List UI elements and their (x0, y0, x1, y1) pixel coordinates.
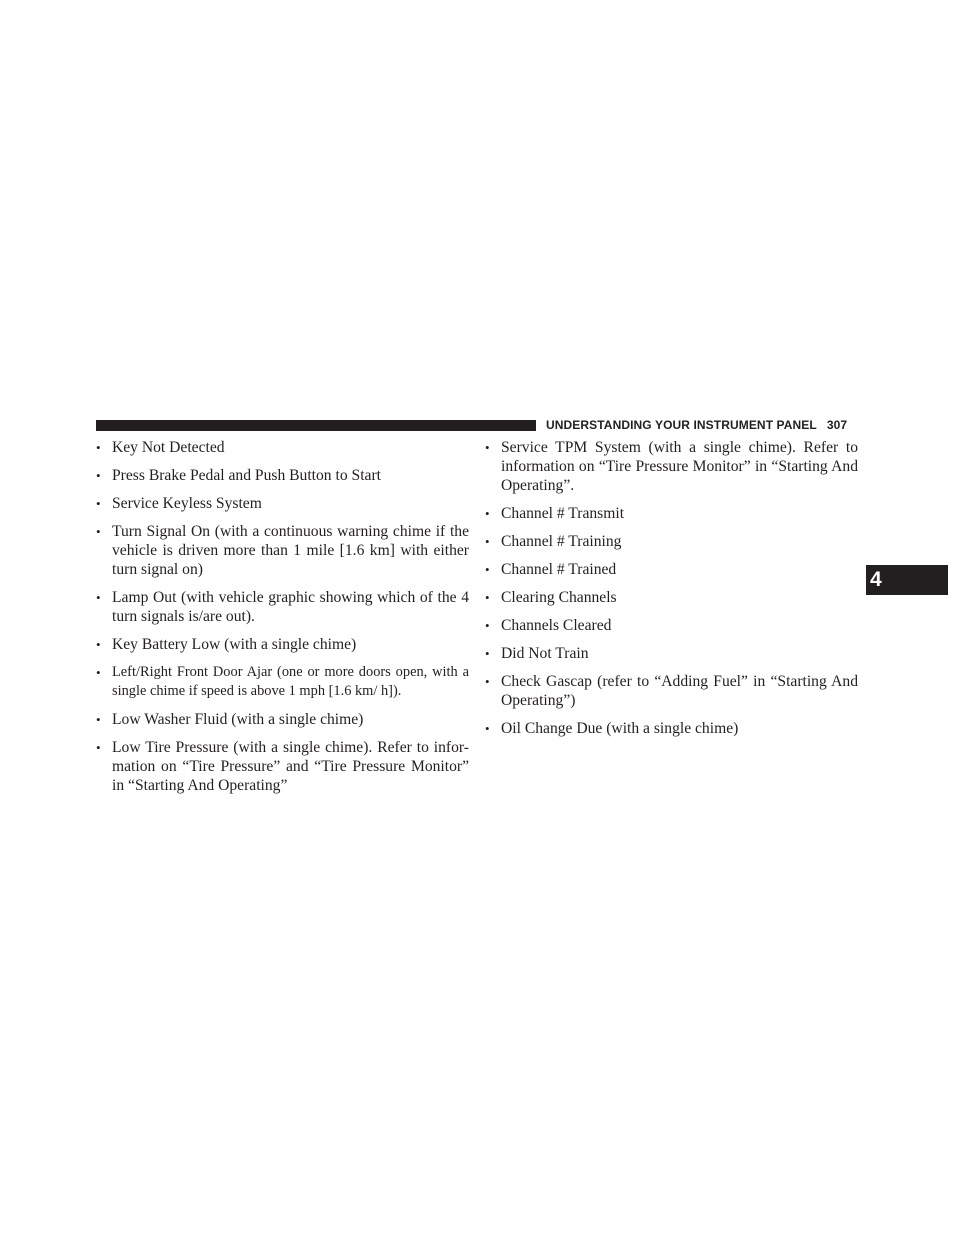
list-item: • Key Battery Low (with a single chime) (96, 636, 357, 653)
bullet-icon: • (96, 440, 101, 455)
left-column-list (96, 438, 469, 804)
list-item: • Lamp Out (with vehicle graphic showing which of the 4 turn signals is/are out). (96, 589, 469, 625)
bullet-icon: • (96, 740, 101, 755)
list-item: • Check Gascap (refer to “Adding Fuel” in “Starting And Operating”) (485, 673, 858, 709)
list-item: • Left/Right Front Door Ajar (one or more doors open, with a single chime if speed is above 1 mph [1.6 km/ h]). (96, 664, 469, 699)
chapter-tab: 4 (866, 565, 948, 595)
bullet-icon: • (485, 440, 490, 455)
list-item: • Key Not Detected (96, 439, 225, 456)
bullet-icon: • (96, 524, 101, 539)
list-item: • Service TPM System (with a single chime). Refer to information on “Tire Pressure Monitor” in “Starting And Operating”. (485, 439, 858, 494)
bullet-icon: • (96, 468, 101, 483)
list-item: • Low Washer Fluid (with a single chime) (96, 711, 364, 728)
list-item: • Did Not Train (485, 645, 589, 662)
list-item: • Channels Cleared (485, 617, 612, 634)
bullet-icon: • (485, 534, 490, 549)
bullet-icon: • (485, 506, 490, 521)
bullet-icon: • (96, 712, 101, 727)
bullet-icon: • (485, 590, 490, 605)
header-rule (96, 420, 536, 431)
bullet-icon: • (485, 562, 490, 577)
running-header (546, 417, 847, 433)
bullet-icon: • (96, 590, 101, 605)
list-item: • Channel # Trained (485, 561, 617, 578)
bullet-icon: • (485, 646, 490, 661)
list-item: • Press Brake Pedal and Push Button to Start (96, 467, 381, 484)
right-column-list (485, 438, 858, 747)
list-item: • Service Keyless System (96, 495, 262, 512)
bullet-icon: • (485, 674, 490, 689)
list-item: • Channel # Transmit (485, 505, 625, 522)
bullet-icon: • (485, 721, 490, 736)
bullet-icon: • (96, 665, 101, 680)
section-title: UNDERSTANDING YOUR INSTRUMENT PANEL (546, 418, 817, 432)
list-item: • Turn Signal On (with a continuous warning chime if the vehicle is driven more than 1 mile [1.6 km] with either turn signal on) (96, 523, 469, 578)
page-number: 307 (826, 418, 848, 432)
bullet-icon: • (96, 637, 101, 652)
bullet-icon: • (96, 496, 101, 511)
list-item: • Channel # Training (485, 533, 622, 550)
list-item: • Low Tire Pressure (with a single chime). Refer to infor-mation on “Tire Pressure” and “Tire Pressure Monitor” in “Starting And Operating” (96, 739, 469, 794)
list-item: • Clearing Channels (485, 589, 617, 606)
bullet-icon: • (485, 618, 490, 633)
list-item: • Oil Change Due (with a single chime) (485, 720, 739, 737)
